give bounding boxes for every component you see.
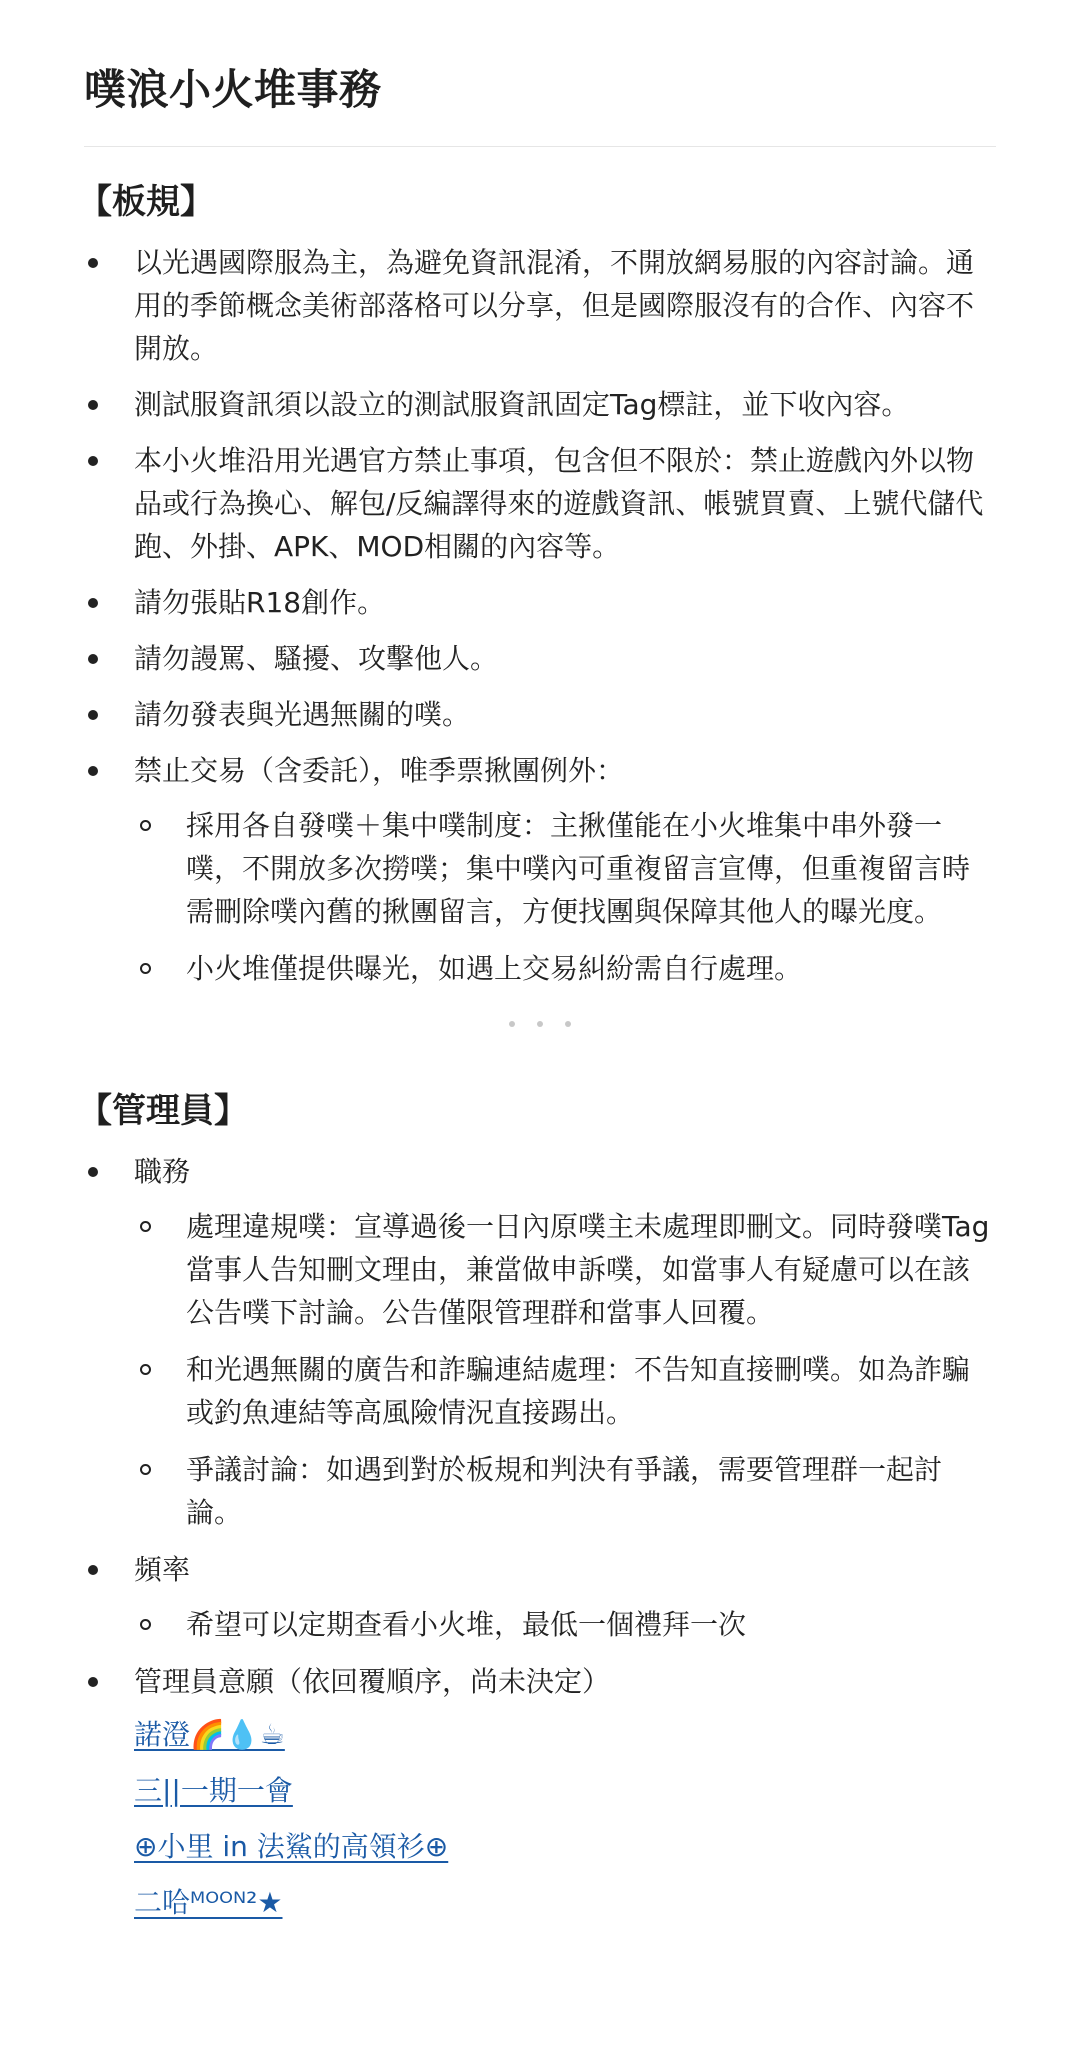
- title-divider: [84, 146, 996, 147]
- duty-subitem: 處理違規噗：宣導過後一日內原噗主未處理即刪文。同時發噗Tag當事人告知刪文理由，兼當做申訴噗，如當事人有疑慮可以在該公告噗下討論。公告僅限管理群和當事人回覆。: [134, 1205, 996, 1334]
- volunteer-links: [134, 1713, 996, 1924]
- admins-list: [84, 1150, 996, 1924]
- duties-label: 職務: [134, 1155, 191, 1188]
- frequency-label: 頻率: [134, 1553, 191, 1586]
- admins-heading: 【管理員】: [78, 1091, 248, 1131]
- volunteers-label: 管理員意願（依回覆順序，尚未決定）: [134, 1665, 611, 1698]
- volunteer-link[interactable]: ⊕小里 in 法鯊的高領衫⊕: [134, 1830, 449, 1863]
- volunteer-link[interactable]: 諾澄🌈💧☕: [134, 1718, 285, 1751]
- rules-section: [78, 177, 996, 990]
- rules-heading: 【板規】: [78, 182, 214, 222]
- frequency-subitem: 希望可以定期查看小火堆，最低一個禮拜一次: [134, 1603, 996, 1646]
- rule-item: 測試服資訊須以設立的測試服資訊固定Tag標註，並下收內容。: [84, 383, 996, 426]
- trade-subitem: 採用各自發噗＋集中噗制度：主揪僅能在小火堆集中串外發一噗，不開放多次撈噗；集中噗內可重複留言宣傳，但重複留言時需刪除噗內舊的揪團留言，方便找團與保障其他人的曝光度。: [134, 804, 996, 933]
- page-title: 噗浪小火堆事務: [84, 65, 382, 114]
- volunteers-item: [84, 1660, 996, 1924]
- admins-section: [78, 1086, 996, 1924]
- rule-item: 請勿謾罵、騷擾、攻擊他人。: [84, 637, 996, 680]
- trade-subitem: 小火堆僅提供曝光，如遇上交易糾紛需自行處理。: [134, 947, 996, 990]
- frequency-item: [84, 1548, 996, 1646]
- rule-item: 請勿發表與光遇無關的噗。: [84, 693, 996, 736]
- volunteer-link[interactable]: 三||一期一會: [134, 1774, 293, 1807]
- duty-subitem: 和光遇無關的廣告和詐騙連結處理：不告知直接刪噗。如為詐騙或釣魚連結等高風險情況直接踢出。: [134, 1348, 996, 1434]
- separator-dot: [537, 1021, 543, 1027]
- volunteer-link[interactable]: 二哈ᴹᴼᴼᴺ²★: [134, 1886, 283, 1919]
- rules-list: [84, 241, 996, 990]
- rule-item: 請勿張貼R18創作。: [84, 581, 996, 624]
- rule-item: 以光遇國際服為主，為避免資訊混淆，不開放網易服的內容討論。通用的季節概念美術部落格可以分享，但是國際服沒有的合作、內容不開放。: [84, 241, 996, 370]
- duties-sublist: [134, 1205, 996, 1534]
- section-separator: [84, 1004, 996, 1044]
- rule-item: 本小火堆沿用光遇官方禁止事項，包含但不限於：禁止遊戲內外以物品或行為換心、解包/反編譯得來的遊戲資訊、帳號買賣、上號代儲代跑、外掛、APK、MOD相關的內容等。: [84, 439, 996, 568]
- separator-dot: [509, 1021, 515, 1027]
- rule-item-trade: [84, 749, 996, 990]
- frequency-sublist: [134, 1603, 996, 1646]
- trade-sublist: [134, 804, 996, 990]
- duties-item: [84, 1150, 996, 1534]
- rule-item-trade-label: 禁止交易（含委託），唯季票揪團例外：: [134, 754, 625, 787]
- duty-subitem: 爭議討論：如遇到對於板規和判決有爭議，需要管理群一起討論。: [134, 1448, 996, 1534]
- separator-dot: [565, 1021, 571, 1027]
